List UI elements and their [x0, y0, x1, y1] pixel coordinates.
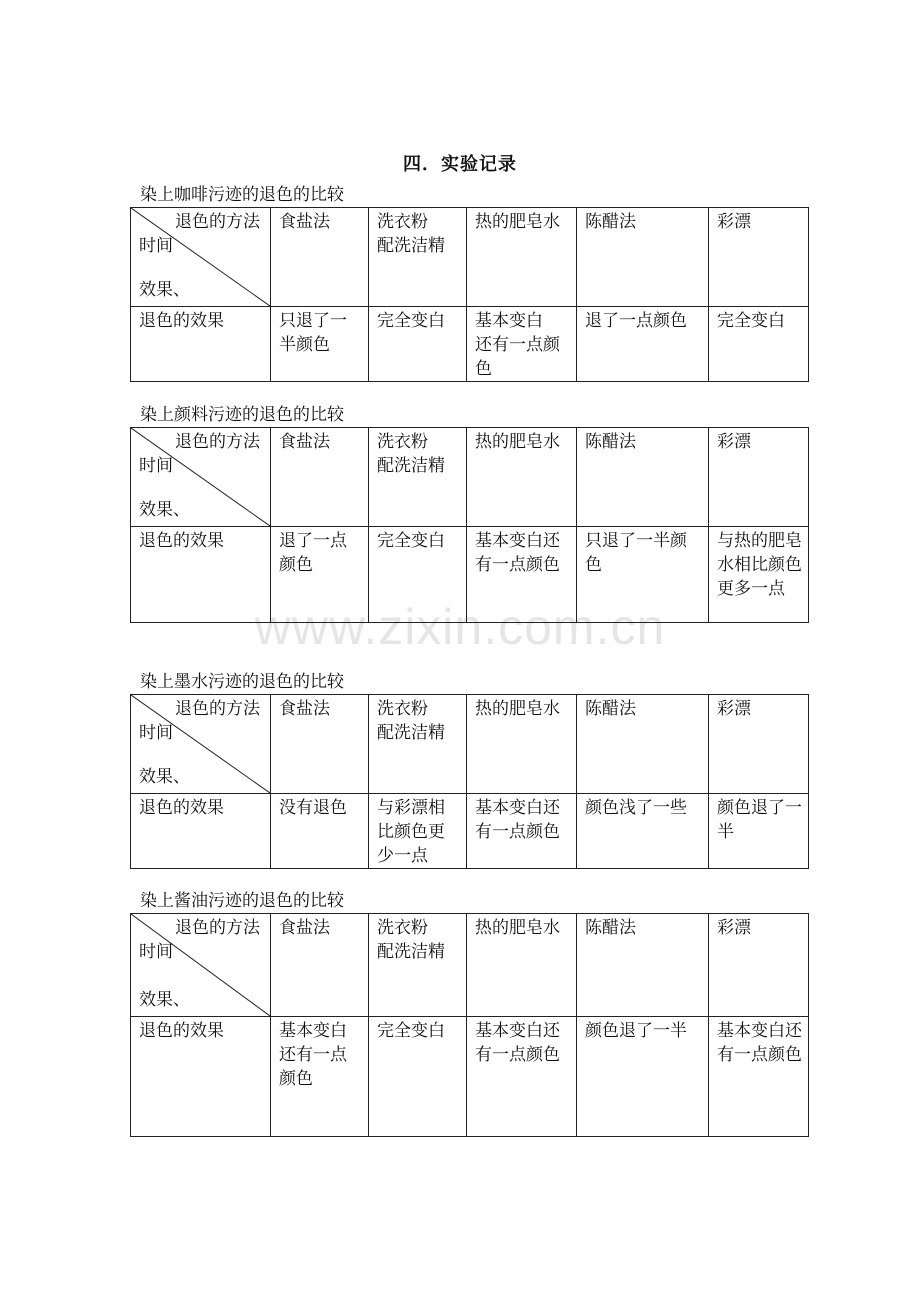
diagonal-header-method: 退色的方法	[175, 432, 260, 452]
diagonal-header-effect: 效果、	[139, 767, 190, 787]
method-header-cell: 陈醋法	[577, 428, 709, 527]
result-cell: 完全变白	[369, 527, 467, 623]
table-row	[131, 1017, 809, 1137]
result-label-cell: 退色的效果	[131, 527, 271, 623]
result-cell: 退了一点颜色	[271, 527, 369, 623]
record-table	[130, 207, 809, 382]
table-row	[131, 307, 809, 382]
diagonal-header-effect: 效果、	[139, 990, 190, 1010]
method-header-cell: 彩漂	[709, 695, 809, 794]
result-label-cell: 退色的效果	[131, 794, 271, 869]
method-header-cell: 陈醋法	[577, 208, 709, 307]
diagonal-header-cell	[131, 914, 271, 1017]
result-cell: 基本变白还有一点颜色	[467, 794, 577, 869]
table-header-row	[131, 914, 809, 1017]
diagonal-header-cell	[131, 428, 271, 527]
diagonal-header-cell	[131, 208, 271, 307]
table-caption: 染上酱油污迹的退色的比较	[140, 891, 344, 911]
diagonal-header-effect: 效果、	[139, 500, 190, 520]
method-header-cell: 陈醋法	[577, 914, 709, 1017]
result-cell: 完全变白	[369, 307, 467, 382]
method-header-cell: 彩漂	[709, 208, 809, 307]
method-header-cell: 热的肥皂水	[467, 208, 577, 307]
result-cell: 基本变白还有一点颜色	[271, 1017, 369, 1137]
table-header-row	[131, 428, 809, 527]
table-row	[131, 527, 809, 623]
record-table	[130, 694, 809, 869]
method-header-cell: 食盐法	[271, 914, 369, 1017]
result-cell: 颜色退了一 半	[709, 794, 809, 869]
method-header-cell: 彩漂	[709, 914, 809, 1017]
diagonal-header-method: 退色的方法	[175, 918, 260, 938]
result-cell: 基本变白还有一点颜色	[709, 1017, 809, 1137]
result-cell: 退了一点颜色	[577, 307, 709, 382]
result-label-cell: 退色的效果	[131, 1017, 271, 1137]
result-cell: 完全变白	[709, 307, 809, 382]
diagonal-header-method: 退色的方法	[175, 212, 260, 232]
diagonal-header-cell	[131, 695, 271, 794]
method-header-cell: 洗衣粉 配洗洁精	[369, 428, 467, 527]
table-header-row	[131, 695, 809, 794]
watermark: www.zixin.com.cn	[254, 599, 666, 655]
result-cell: 与彩漂相比颜色更少一点	[369, 794, 467, 869]
result-cell: 颜色退了一半	[577, 1017, 709, 1137]
table-caption: 染上墨水污迹的退色的比较	[140, 672, 344, 692]
diagonal-header-time: 时间	[139, 723, 173, 743]
result-cell: 没有退色	[271, 794, 369, 869]
section-heading: 四．实验记录	[403, 154, 517, 175]
result-cell: 基本变白 还有一点颜色	[467, 307, 577, 382]
result-cell: 基本变白还有一点颜色	[467, 527, 577, 623]
table-row	[131, 794, 809, 869]
record-table	[130, 913, 809, 1137]
method-header-cell: 洗衣粉 配洗洁精	[369, 914, 467, 1017]
method-header-cell: 彩漂	[709, 428, 809, 527]
method-header-cell: 食盐法	[271, 428, 369, 527]
method-header-cell: 食盐法	[271, 695, 369, 794]
result-label-cell: 退色的效果	[131, 307, 271, 382]
result-cell: 基本变白还有一点颜色	[467, 1017, 577, 1137]
result-cell: 完全变白	[369, 1017, 467, 1137]
result-cell: 与热的肥皂水相比颜色更多一点	[709, 527, 809, 623]
table-header-row	[131, 208, 809, 307]
result-cell: 只退了一半颜色	[577, 527, 709, 623]
table-caption: 染上颜料污迹的退色的比较	[140, 405, 344, 425]
method-header-cell: 热的肥皂水	[467, 914, 577, 1017]
method-header-cell: 洗衣粉 配洗洁精	[369, 208, 467, 307]
record-table	[130, 427, 809, 623]
method-header-cell: 热的肥皂水	[467, 695, 577, 794]
method-header-cell: 食盐法	[271, 208, 369, 307]
diagonal-header-time: 时间	[139, 236, 173, 256]
result-cell: 颜色浅了一些	[577, 794, 709, 869]
method-header-cell: 热的肥皂水	[467, 428, 577, 527]
diagonal-header-effect: 效果、	[139, 280, 190, 300]
diagonal-header-time: 时间	[139, 456, 173, 476]
diagonal-header-method: 退色的方法	[175, 699, 260, 719]
method-header-cell: 陈醋法	[577, 695, 709, 794]
result-cell: 只退了一半颜色	[271, 307, 369, 382]
table-caption: 染上咖啡污迹的退色的比较	[140, 185, 344, 205]
diagonal-header-time: 时间	[139, 942, 173, 962]
method-header-cell: 洗衣粉 配洗洁精	[369, 695, 467, 794]
